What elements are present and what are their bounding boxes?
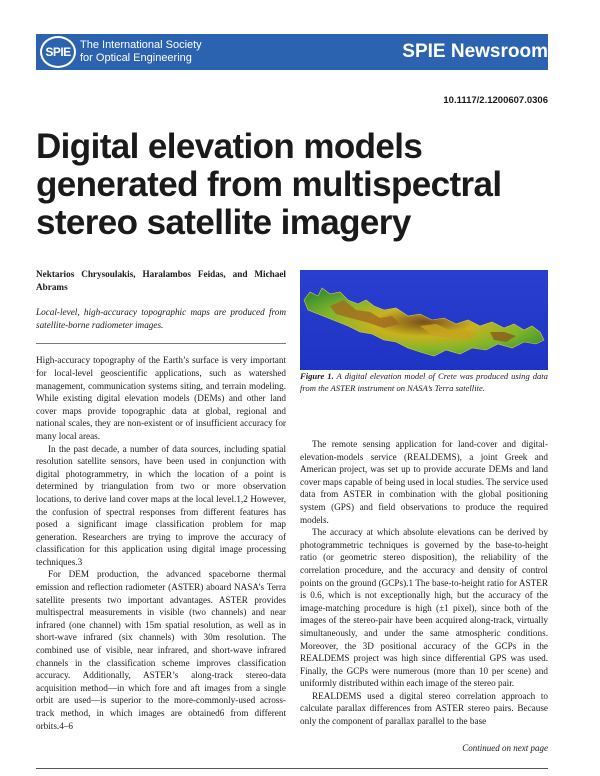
caption-label: Figure 1. [300,371,334,381]
paragraph: For DEM production, the advanced spaceborne thermal emission and reflection radiometer (ASTER) aboard NASA’s Terra satellite presents two important advantages. ASTER provides multispectral measurements in visible (two channels) and near infrared (one channel) with 15m spatial resolution, as well as in short-wave infrared (six channels) with 30m resolution. The combined use of visible, near infrared, and short-wave infrared channels in the classification scheme improves classification accuracy. Additionally, ASTER’s along-track stereo-data acquisition method—in which fore and aft images from a single orbit are used—is superior to the more-commonly-used across-track method, in which images are obtained6 from different orbits.4–6 [36,569,286,731]
left-column [36,268,286,732]
paragraph: The accuracy at which absolute elevations can be derived by photogrammetric techniques is governed by the base-to-height ratio (or geometric stereo disposition), the reliability of the correlation procedure, and the accuracy and density of control points on the ground (GCPs).1 The base-to-height ratio for ASTER is 0.6, which is not exceptionally high, but the accuracy of the image-matching procedure is high (±1 pixel), since both of the images of the stereo-pair have been acquired along-track, virtually simultaneously, and under the same atmospheric conditions. Moreover, the 3D positional accuracy of the GCPs in the REALDEMS project was high since differential GPS was used. Finally, the GCPs were numerous (more than 10 per scene) and uniformly distributed within each image of the stereo pair. [300,527,548,689]
paragraph: In the past decade, a number of data sources, including spatial resolution satellite sensors, have been used in conjunction with digital photogrammetry, in which the location of a point is determined by triangulation from two or more observation locations, to derive land cover maps at the local level.1,2 However, the confusion of spectral responses from different features has posed a significant image classification problem for map generation. Researchers are trying to improve the accuracy of classification for this application using digital image processing techniques.3 [36,443,286,567]
newsroom-label: SPIE Newsroom [402,41,548,62]
society-line-1: The International Society [80,39,202,51]
abstract-divider [36,343,286,344]
crete-elevation-image [300,270,548,370]
society-name [80,39,202,65]
figure-caption [300,370,548,394]
paragraph: REALDEMS used a digital stereo correlation approach to calculate parallax differences from ASTER stereo pairs. Because only the component of parallax parallel to the base [300,690,548,727]
abstract: Local-level, high-accuracy topographic maps are produced from satellite-borne radiometer images. [36,307,286,330]
footer-rule [36,768,548,769]
article-title: Digital elevation models generated from multispectral stereo satellite imagery [36,127,502,242]
society-line-2: for Optical Engineering [80,52,192,64]
caption-text: A digital elevation model of Crete was produced using data from the ASTER instrument on NASA’s Terra satellite. [300,371,548,393]
doi: 10.1117/2.1200607.0306 [443,95,548,106]
right-column [300,438,548,728]
spie-logo: SPIE [40,36,76,68]
paragraph: High-accuracy topography of the Earth’s surface is very important for local-level geoscientific applications, such as watershed management, communication systems siting, and terrain modeling. While existing digital elevation models (DEMs) and other land cover maps provide topographic data at global, regional and national scales, they are non-existent or of insufficient accuracy for many local areas. [36,355,286,441]
continued-note: Continued on next page [462,743,548,753]
authors: Nektarios Chrysoulakis, Haralambos Feidas, and Michael Abrams [36,269,286,292]
figure-crete-dem [300,270,548,370]
paragraph: The remote sensing application for land-cover and digital-elevation-models service (REALDEMS), a joint Greek and American project, was set up to provide accurate DEMs and land cover maps capable of being used in local studies. The service used data from ASTER in combination with the global positioning system (GPS) and field observations to produce the required models. [300,439,548,525]
